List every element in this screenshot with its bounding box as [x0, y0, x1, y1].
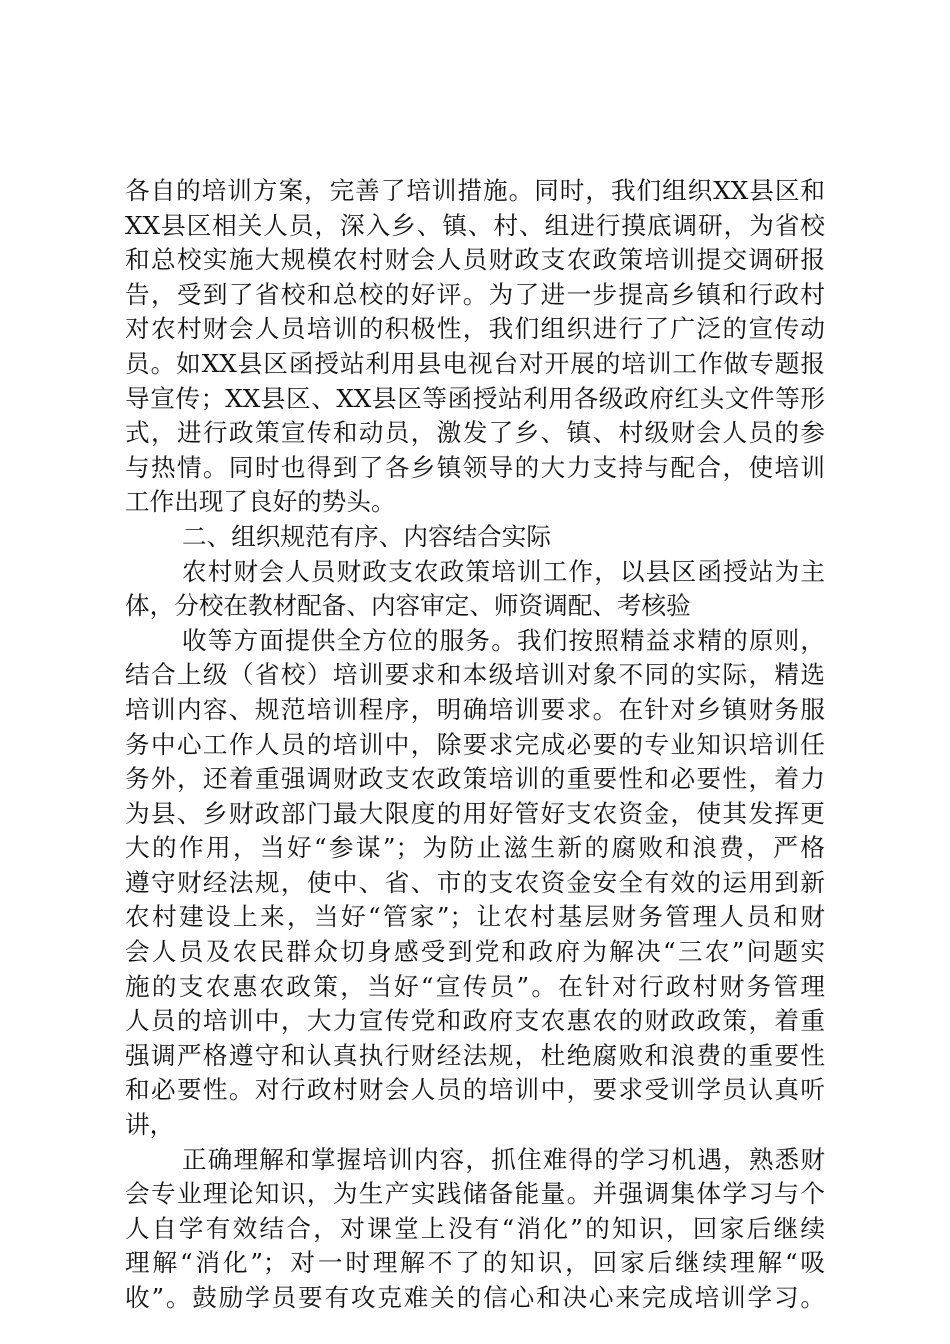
text-line: 为县、乡财政部门最大限度的用好管好支农资金，使其发挥更 [125, 798, 825, 828]
text-line: 培训内容、规范培训程序，明确培训要求。在针对乡镇财务服 [125, 694, 825, 724]
text-line: 告，受到了省校和总校的好评。为了进一步提高乡镇和行政村 [125, 279, 825, 309]
text-line: 会人员及农民群众切身感受到党和政府为解决“三农”问题实 [125, 937, 825, 967]
text-line: 导宣传；XX县区、XX县区等函授站利用各级政府红头文件等形 [125, 383, 825, 413]
text-line: 式，进行政策宣传和动员，激发了乡、镇、村级财会人员的参 [125, 418, 825, 448]
text-line: 收”。鼓励学员要有攻克难关的信心和决心来完成培训学习。 [125, 1283, 825, 1312]
text-line: 工作出现了良好的势头。 [125, 487, 396, 517]
text-line: 结合上级（省校）培训要求和本级培训对象不同的实际，精选 [125, 660, 825, 690]
text-line: 体，分校在教材配备、内容审定、师资调配、考核验 [125, 591, 691, 621]
text-line: 员。如XX县区函授站利用县电视台对开展的培训工作做专题报 [125, 348, 825, 378]
text-line: 和必要性。对行政村财会人员的培训中，要求受训学员认真听 [125, 1075, 825, 1105]
text-line: XX县区相关人员，深入乡、镇、村、组进行摸底调研，为省校 [125, 210, 825, 240]
text-line: 对农村财会人员培训的积极性，我们组织进行了广泛的宣传动 [125, 314, 825, 344]
text-line: 施的支农惠农政策，当好“宣传员”。在针对行政村财务管理 [125, 971, 825, 1001]
text-line: 农村建设上来，当好“管家”；让农村基层财务管理人员和财 [125, 902, 825, 932]
text-line: 会专业理论知识，为生产实践储备能量。并强调集体学习与个 [125, 1179, 825, 1209]
text-line: 务外，还着重强调财政支农政策培训的重要性和必要性，着力 [125, 764, 825, 794]
text-line: 理解“消化”；对一时理解不了的知识，回家后继续理解“吸 [125, 1248, 825, 1278]
text-line: 大的作用，当好“参谋”；为防止滋生新的腐败和浪费，严格 [125, 833, 825, 863]
text-line: 各自的培训方案，完善了培训措施。同时，我们组织XX县区和 [125, 176, 825, 205]
section-heading: 二、组织规范有序、内容结合实际 [182, 521, 551, 551]
text-line: 农村财会人员财政支农政策培训工作，以县区函授站为主 [182, 556, 825, 586]
text-line: 遵守财经法规，使中、省、市的支农资金安全有效的运用到新 [125, 867, 825, 897]
text-line: 人员的培训中，大力宣传党和政府支农惠农的财政政策，着重 [125, 1006, 825, 1036]
text-line: 与热情。同时也得到了各乡镇领导的大力支持与配合，使培训 [125, 452, 825, 482]
text-line: 收等方面提供全方位的服务。我们按照精益求精的原则， [182, 625, 825, 655]
text-line: 和总校实施大规模农村财会人员财政支农政策培训提交调研报 [125, 245, 825, 275]
text-line: 讲， [125, 1110, 175, 1140]
text-line: 强调严格遵守和认真执行财经法规，杜绝腐败和浪费的重要性 [125, 1040, 825, 1070]
text-line: 人自学有效结合，对课堂上没有“消化”的知识，回家后继续 [125, 1213, 825, 1243]
text-line: 务中心工作人员的培训中，除要求完成必要的专业知识培训任 [125, 729, 825, 759]
text-line: 正确理解和掌握培训内容，抓住难得的学习机遇，熟悉财 [182, 1144, 825, 1174]
body-text [125, 174, 825, 1316]
